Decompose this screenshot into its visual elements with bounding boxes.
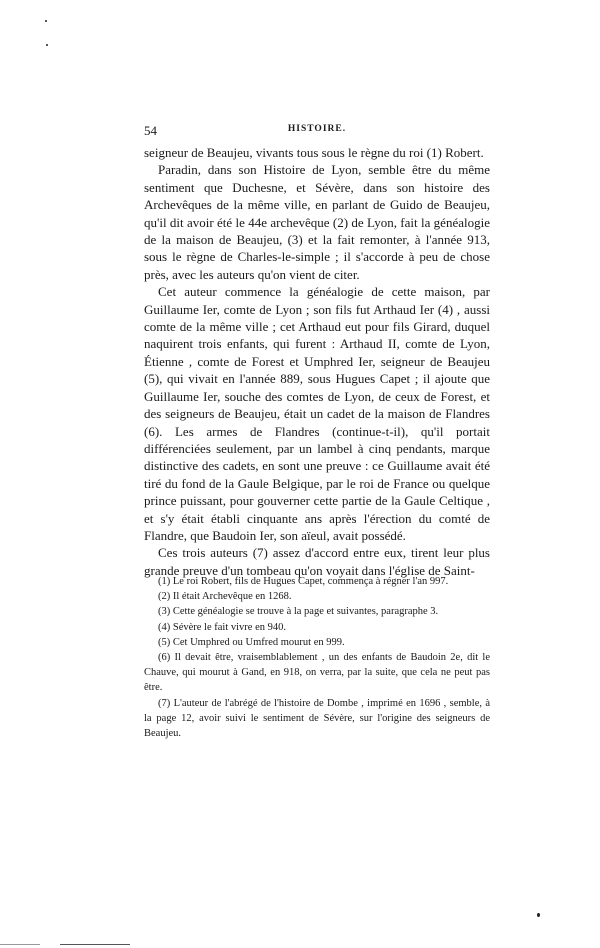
- scan-speck: [537, 913, 540, 917]
- paragraph: Ces trois auteurs (7) assez d'accord entre eux, tirent leur plus grande preuve d'un tombeau qu'on voyait dans l'église de Saint-: [144, 545, 490, 578]
- footnote: (4) Sévère le fait vivre en 940.: [158, 621, 286, 633]
- footnote: (7) L'auteur de l'abrégé de l'histoire de Dombe , imprimé en 1696 , semble, à la page 12, avoir suivi le sentiment de Sévère, sur l'origine des seigneurs de Beaujeu.: [144, 697, 490, 740]
- scan-speck: [46, 44, 48, 46]
- scan-speck: [45, 20, 47, 22]
- paragraph: Paradin, dans son Histoire de Lyon, semble être du même sentiment que Duchesne, et Sévère, dans son histoire des Archevêques de la même ville, en parlant de Guido de Beaujeu, qu'il dit avoir été le 44e archevêque (2) de Lyon, fait la généalogie de la maison de Beaujeu, (3) et la fait remonter, à l'année 913, sous le règne de Charles-le-simple ; il s'accorde à peu de chose près, avec les auteurs qu'on vient de citer.: [144, 162, 490, 282]
- footnote: (1) Le roi Robert, fils de Hugues Capet, commença à régner l'an 997.: [158, 576, 449, 587]
- footnote: (2) Il était Archevêque en 1268.: [158, 591, 292, 603]
- paragraph: Cet auteur commence la généalogie de cette maison, par Guillaume Ier, comte de Lyon ; son fils fut Arthaud Ier (4) , aussi comte de la même ville ; cet Arthaud eut pour fils Girard, duquel naquirent trois enfants, qui furent : Arthaud II, comte de Lyon, Étienne , comte de Forest et Umphred Ier, seigneur de Beaujeu (5), qui vivait en l'année 889, sous Hugues Capet ; il ajoute que Guillaume Ier, souche des comtes de Lyon, de ceux de Forest, et des seigneurs de Beaujeu, était un cadet de la maison de Flandres (6). Les armes de Flandres (continue-t-il), qu'il portait différenciées seulement, par un lambel à cinq pendants, marque distinctive des cadets, en sont une preuve : ce Guillaume avait été tiré du fond de la Gaule Belgique, par le roi de France ou quelque prince puissant, pour gouverner cette partie de la Gaule Celtique , et s'y était établi cinquante ans après l'érection du comté de Flandre, que Baudoin Ier, son aïeul, avait possédé.: [144, 284, 490, 543]
- body-text: [144, 144, 490, 579]
- running-title: HISTOIRE.: [287, 124, 347, 134]
- page-number: 54: [144, 123, 157, 138]
- footnote: (6) Il devait être, vraisemblablement , un des enfants de Baudoin 2e, dit le Chauve, qui mourut à Gand, en 918, on verra, par la suite, que cela ne peut pas être.: [144, 652, 490, 694]
- footnote: (3) Cette généalogie se trouve à la page et suivantes, paragraphe 3.: [158, 606, 439, 618]
- footnotes: [144, 574, 490, 741]
- paragraph: seigneur de Beaujeu, vivants tous sous le règne du roi (1) Robert.: [144, 145, 484, 160]
- scan-edge-line: [0, 944, 40, 945]
- page-header: [144, 123, 490, 139]
- footnote: (5) Cet Umphred ou Umfred mourut en 999.: [158, 636, 345, 648]
- scan-edge-line: [60, 944, 130, 945]
